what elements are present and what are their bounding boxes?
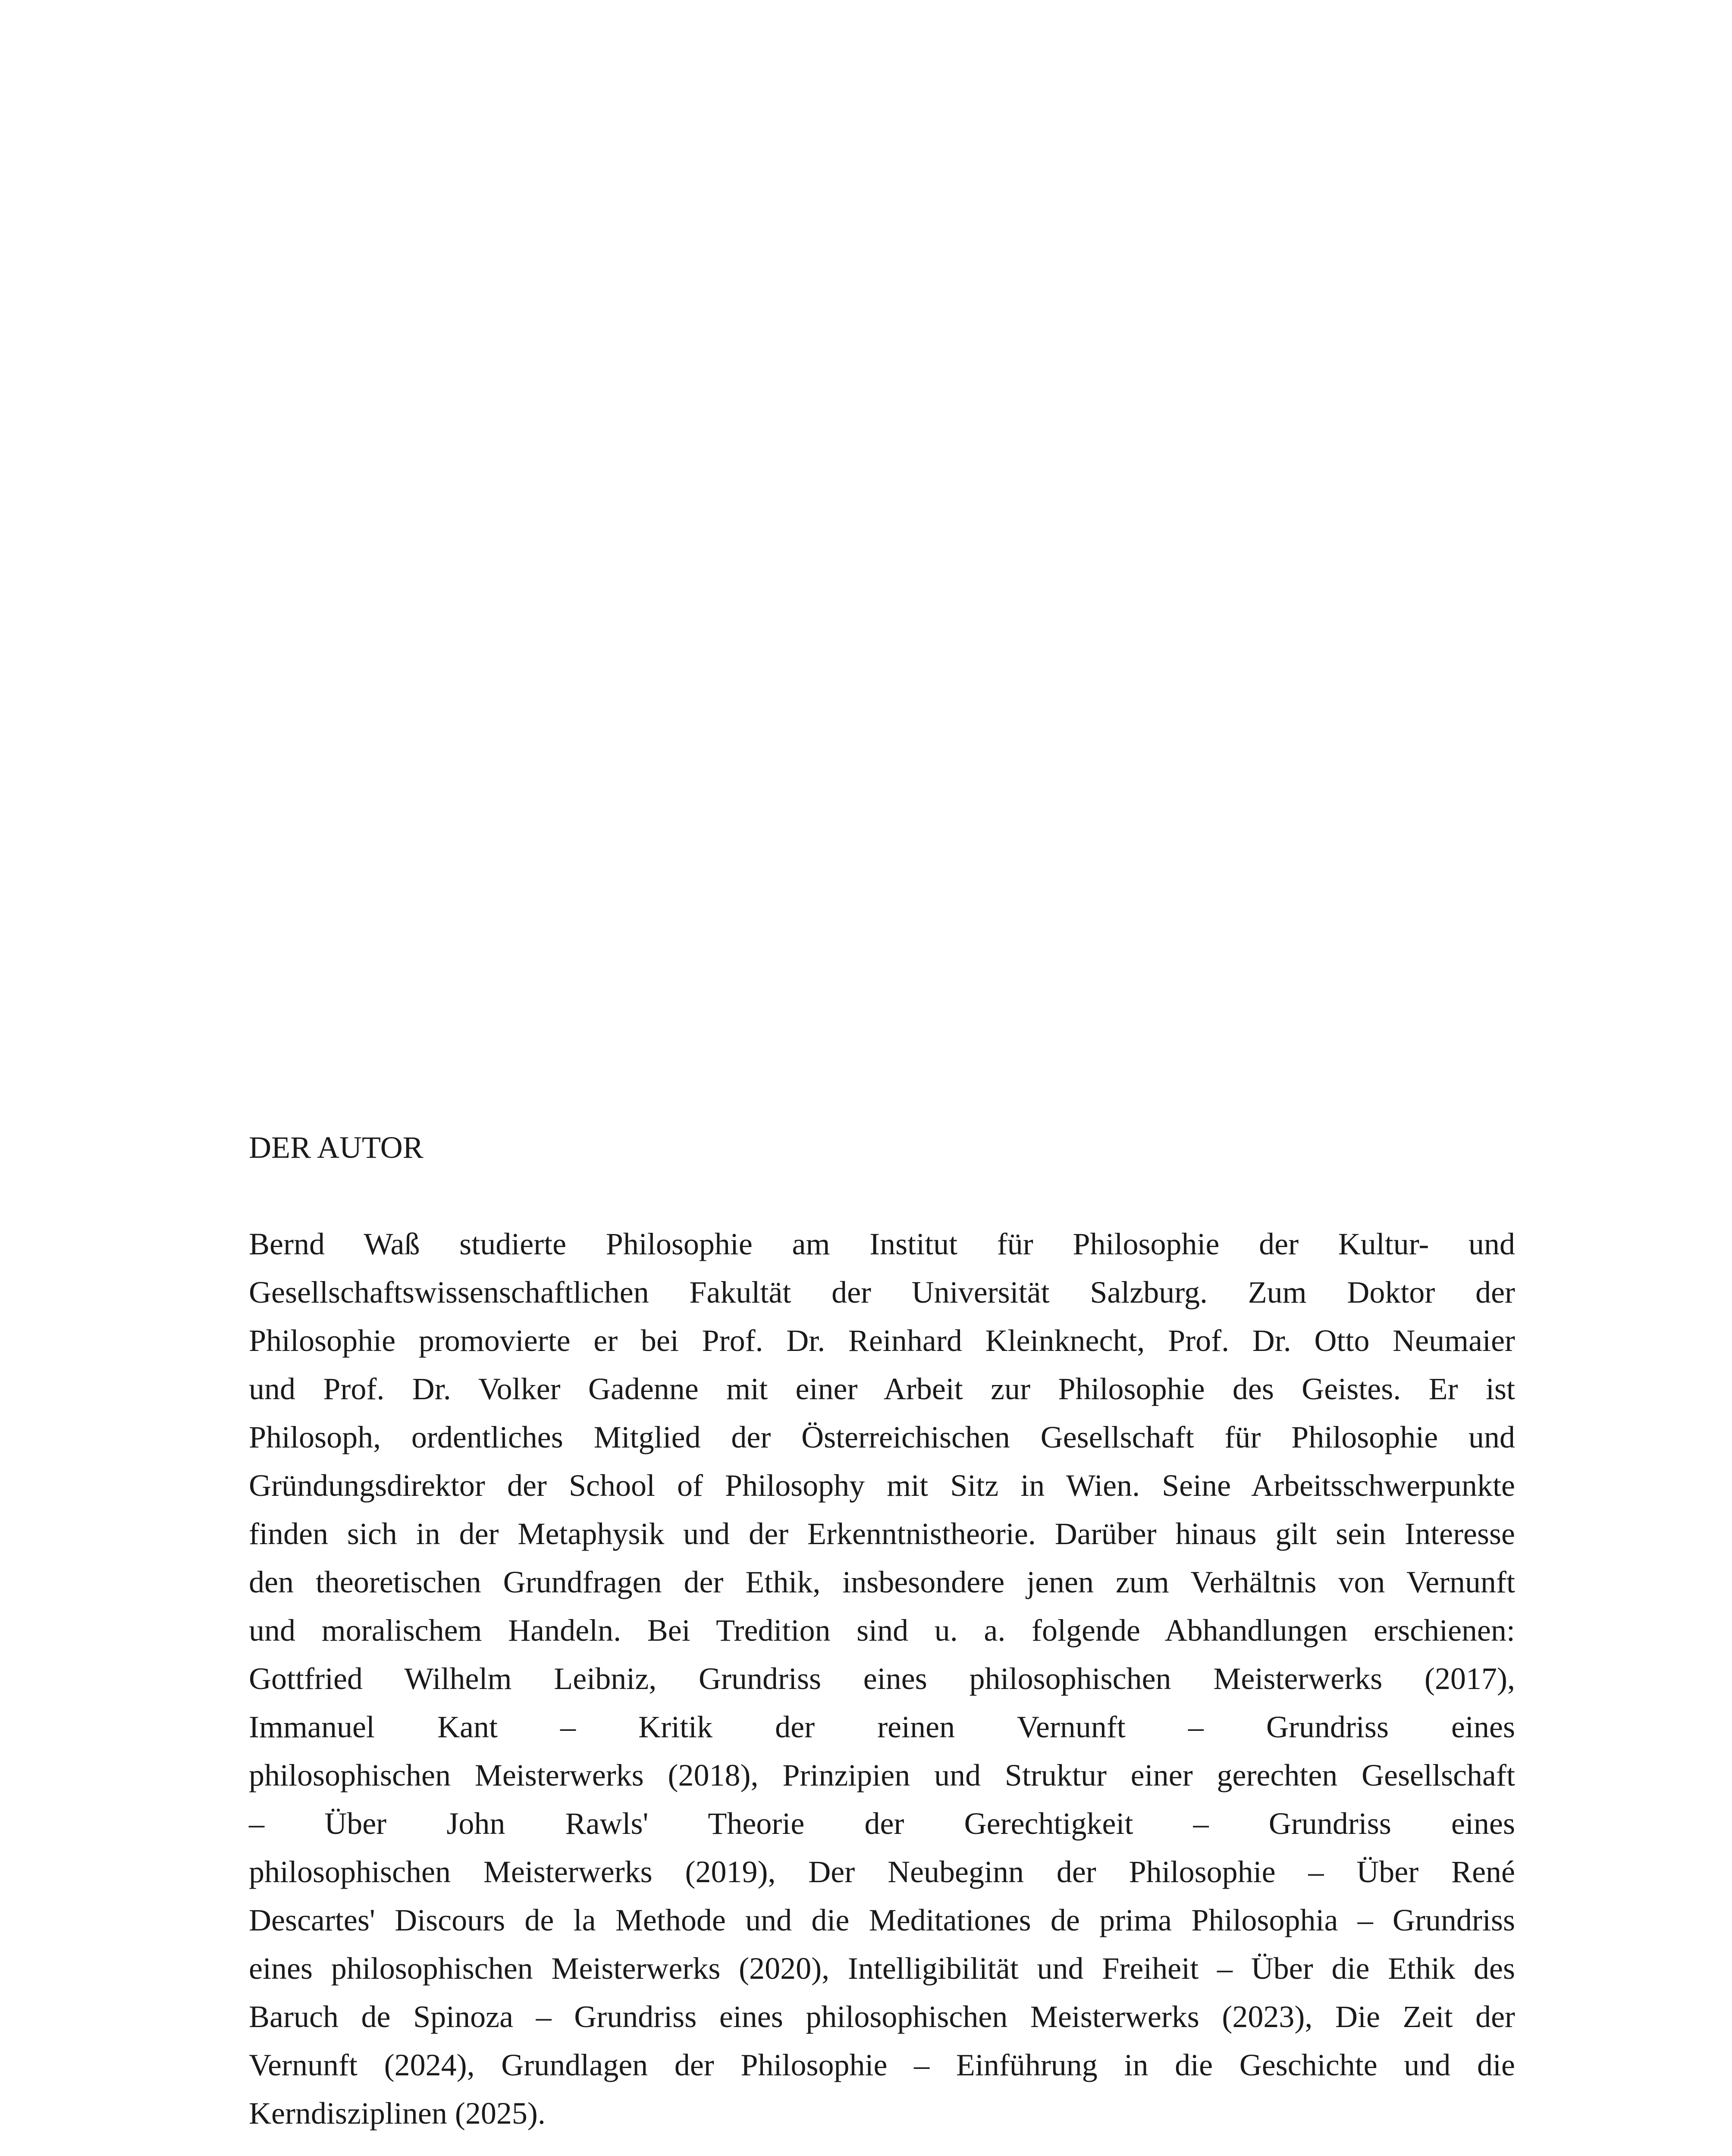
bio-line: und Prof. Dr. Volker Gadenne mit einer Arbeit zur Philosophie des Geistes. Er ist [249,1372,1515,1406]
bio-line: Vernunft (2024), Grundlagen der Philosophie – Einführung in die Geschichte und die [249,2048,1515,2082]
bio-line: Gottfried Wilhelm Leibniz, Grundriss eines philosophischen Meisterwerks (2017), [249,1661,1515,1696]
bio-line: Gesellschaftswissenschaftlichen Fakultät der Universität Salzburg. Zum Doktor der [249,1275,1515,1310]
bio-line: Immanuel Kant – Kritik der reinen Vernunft – Grundriss eines [249,1710,1515,1744]
bio-line: finden sich in der Metaphysik und der Erkenntnistheorie. Darüber hinaus gilt sein Interesse [249,1517,1515,1551]
bio-line: Philosoph, ordentliches Mitglied der Österreichischen Gesellschaft für Philosophie und [249,1420,1515,1454]
section-heading: DER AUTOR [249,1130,424,1165]
bio-line: Kerndisziplinen (2025). [249,2096,546,2131]
bio-line: Descartes' Discours de la Methode und die Meditationes de prima Philosophia – Grundriss [249,1903,1515,1937]
bio-line: Baruch de Spinoza – Grundriss eines philosophischen Meisterwerks (2023), Die Zeit der [249,1999,1515,2034]
bio-line: den theoretischen Grundfragen der Ethik, insbesondere jenen zum Verhältnis von Vernunft [249,1565,1515,1599]
bio-line: Philosophie promovierte er bei Prof. Dr. Reinhard Kleinknecht, Prof. Dr. Otto Neumaier [249,1323,1515,1358]
author-section [249,1123,1515,2137]
bio-line: philosophischen Meisterwerks (2018), Prinzipien und Struktur einer gerechten Gesellschaft [249,1758,1515,1792]
bio-line: und moralischem Handeln. Bei Tredition sind u. a. folgende Abhandlungen erschienen: [249,1613,1515,1648]
bio-line: Gründungsdirektor der School of Philosophy mit Sitz in Wien. Seine Arbeitsschwerpunkte [249,1468,1515,1503]
bio-line: – Über John Rawls' Theorie der Gerechtigkeit – Grundriss eines [249,1806,1515,1841]
bio-line: eines philosophischen Meisterwerks (2020), Intelligibilität und Freiheit – Über die Ethik des [249,1951,1515,1986]
bio-line: philosophischen Meisterwerks (2019), Der Neubeginn der Philosophie – Über René [249,1855,1515,1889]
bio-line: Bernd Waß studierte Philosophie am Institut für Philosophie der Kultur- und [249,1227,1515,1261]
author-bio [249,1220,1515,2137]
